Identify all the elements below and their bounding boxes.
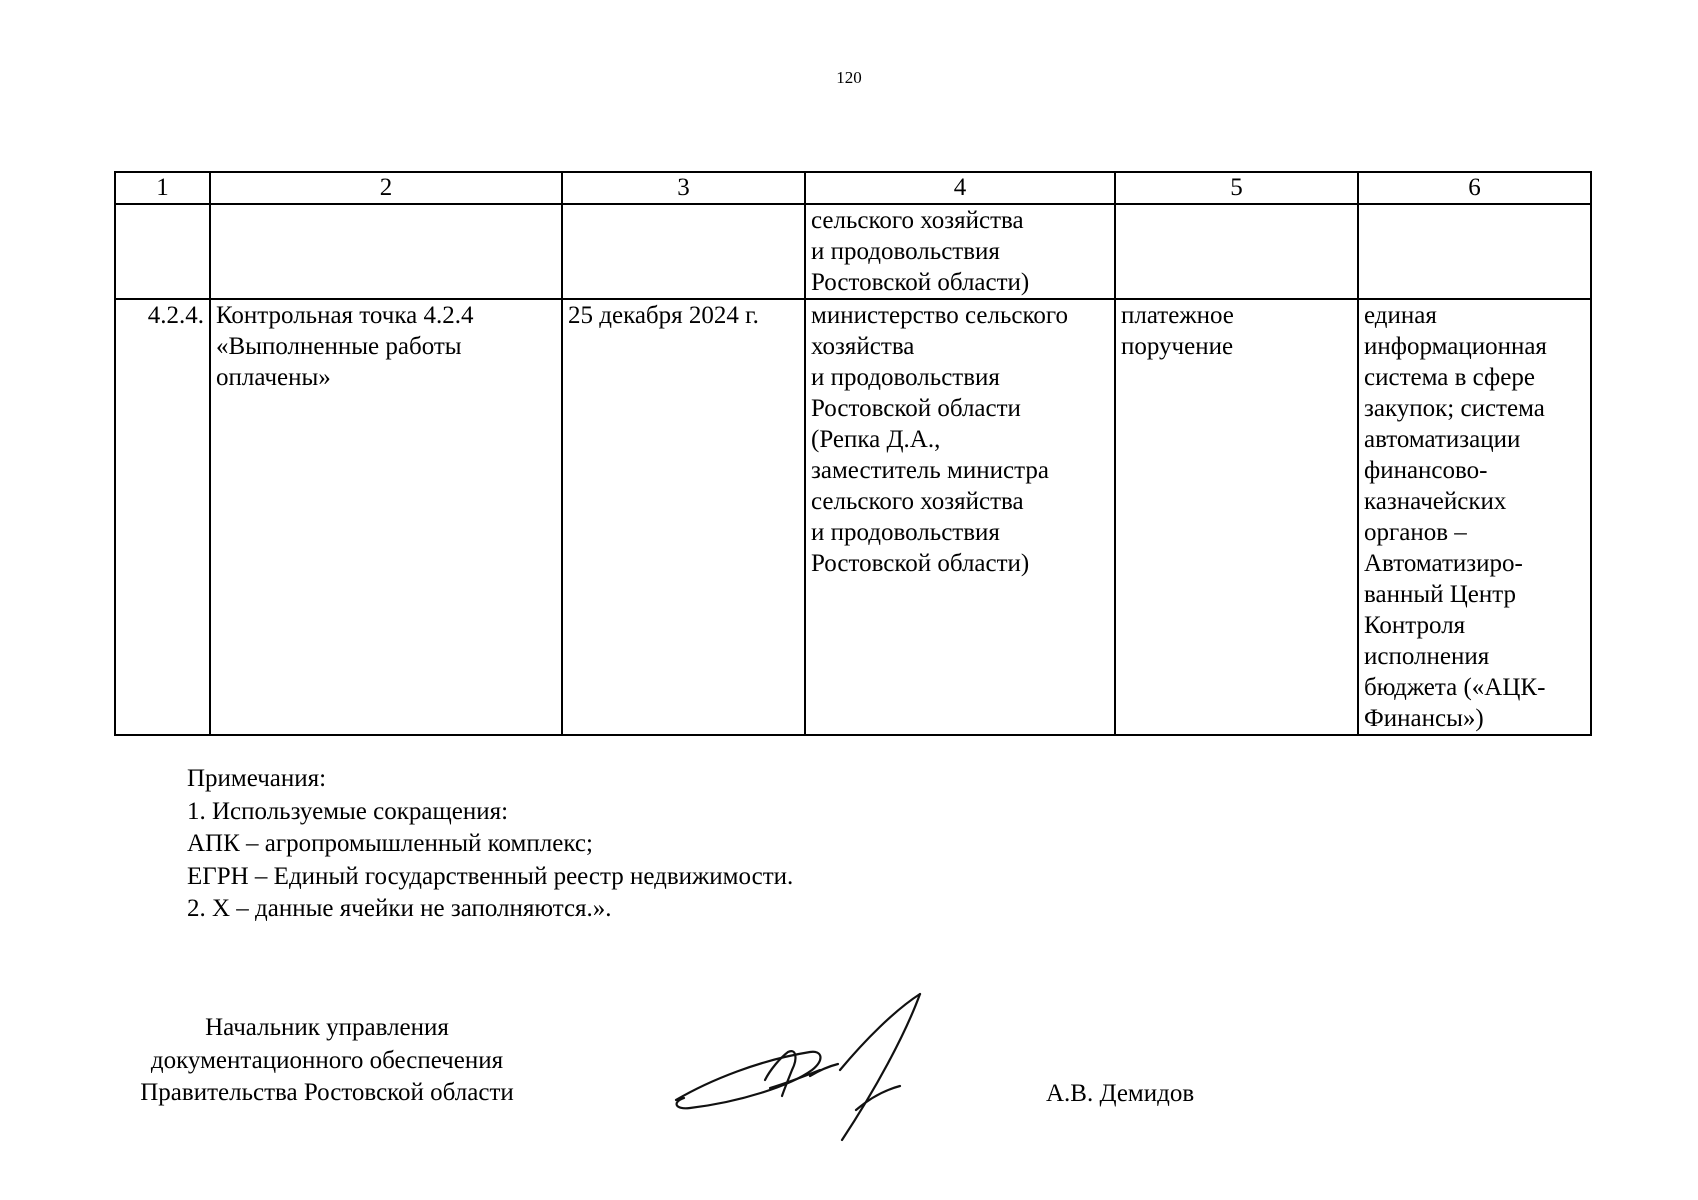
signer-position-line: документационного обеспечения [150, 1046, 504, 1074]
document-type-cell [1115, 299, 1358, 735]
cell-text-line: ванный Центр [1364, 581, 1517, 608]
cell-text-line: заместитель министра [811, 457, 1049, 484]
cell-text-line: Ростовской области) [811, 269, 1030, 296]
column-header: 5 [1115, 172, 1358, 204]
column-header: 6 [1358, 172, 1591, 204]
table-cell [210, 204, 562, 299]
cell-text-line: информационная [1364, 333, 1547, 360]
note-line: 2. X – данные ячейки не заполняются.». [187, 895, 612, 922]
signer-position-line: Начальник управления [205, 1014, 449, 1041]
cell-text-line: (Репка Д.А., [811, 426, 941, 453]
row-number-cell: 4.2.4. [115, 299, 210, 735]
cell-text-line: и продовольствия [811, 238, 1000, 265]
column-header: 1 [115, 172, 210, 204]
cell-text-line: сельского хозяйства [811, 488, 1024, 515]
cell-text-line: казначейских [1364, 488, 1507, 515]
cell-text-line: и продовольствия [811, 364, 1000, 391]
date-cell: 25 декабря 2024 г. [562, 299, 805, 735]
cell-text-line: хозяйства [811, 333, 915, 360]
cell-text-line: закупок; система [1364, 395, 1545, 422]
table-cell [562, 204, 805, 299]
note-line: АПК – агропромышленный комплекс; [187, 830, 593, 857]
column-header: 2 [210, 172, 562, 204]
cell-text-line: органов – [1364, 519, 1467, 546]
cell-text-line: и продовольствия [811, 519, 1000, 546]
cell-text-line: Контрольная точка 4.2.4 [216, 302, 474, 329]
cell-text-line: Ростовской области) [811, 550, 1030, 577]
table-header-row [115, 172, 1591, 204]
page-number: 120 [836, 68, 862, 87]
cell-text-line: платежное [1121, 302, 1234, 329]
cell-text-line: Финансы») [1364, 705, 1484, 732]
table-row [115, 204, 1591, 299]
control-points-table [114, 171, 1592, 736]
cell-text-line: оплачены» [216, 364, 331, 391]
signer-name: А.В. Демидов [1046, 1080, 1195, 1107]
handwritten-signature [670, 990, 970, 1150]
table-cell [1115, 204, 1358, 299]
column-header: 4 [805, 172, 1115, 204]
cell-text-line: исполнения [1364, 643, 1490, 670]
responsible-cell [805, 204, 1115, 299]
table-row [115, 299, 1591, 735]
information-system-cell [1358, 299, 1591, 735]
cell-text-line: «Выполненные работы [216, 333, 462, 360]
note-line: 1. Используемые сокращения: [187, 797, 509, 825]
table-cell [115, 204, 210, 299]
cell-text-line: сельского хозяйства [811, 207, 1024, 234]
cell-text-line: Контроля [1364, 612, 1466, 639]
table-cell [1358, 204, 1591, 299]
note-line: ЕГРН – Единый государственный реестр недвижимости. [187, 862, 794, 890]
notes-heading: Примечания: [187, 765, 327, 792]
cell-text-line: Ростовской области [811, 395, 1021, 422]
cell-text-line: автоматизации [1364, 426, 1521, 453]
cell-text-line: единая [1364, 302, 1437, 329]
control-point-name-cell [210, 299, 562, 735]
cell-text-line: система в сфере [1364, 364, 1535, 391]
responsible-cell [805, 299, 1115, 735]
cell-text-line: поручение [1121, 333, 1234, 360]
column-header: 3 [562, 172, 805, 204]
cell-text-line: министерство сельского [811, 302, 1068, 329]
notes-section [187, 763, 793, 926]
cell-text-line: финансово- [1364, 457, 1488, 484]
cell-text-line: бюджета («АЦК- [1364, 674, 1546, 701]
cell-text-line: Автоматизиро- [1364, 550, 1523, 577]
signer-position [108, 1012, 546, 1110]
signer-position-line: Правительства Ростовской области [140, 1079, 514, 1106]
